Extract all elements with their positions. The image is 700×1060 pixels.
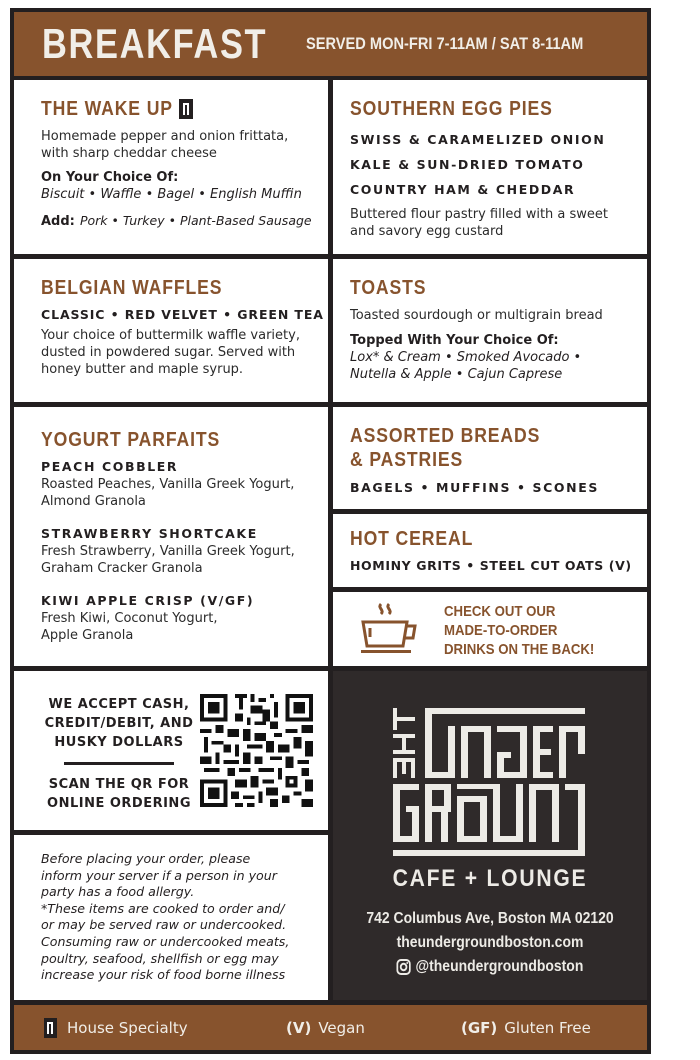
coffee-cup-icon [359,600,419,656]
scan-text: ONLINE ORDERING [47,796,191,811]
house-specialty-icon [179,99,193,119]
brand-tagline: CAFE + LOUNGE [392,865,588,892]
legend-footer [14,1005,647,1050]
item-description: Toasted sourdough or multigrain bread [350,308,603,323]
choice-options: Nutella & Apple • Cajun Caprese [350,367,563,382]
item-description: with sharp cheddar cheese [41,146,217,161]
section-hot-cereal [333,514,647,587]
allergy-line: or may be served raw or undercooked. [41,917,287,933]
item-description: Homemade pepper and onion frittata, [41,129,289,144]
allergy-line: increase your risk of food borne illness [41,967,286,983]
legend-label: Gluten Free [504,1018,591,1037]
section-title: HOT CEREAL [350,528,474,550]
brand-panel [333,671,647,1000]
page-title: BREAKFAST [42,20,268,67]
legend-key: (GF) [461,1018,498,1037]
menu-item: KALE & SUN-DRIED TOMATO [350,157,585,172]
bread-items: BAGELS • MUFFINS • SCONES [350,480,599,495]
menu-item: SWISS & CARAMELIZED ONION [350,132,606,147]
add-label: Add: [41,214,75,229]
cereal-items: HOMINY GRITS • STEEL CUT OATS (V) [350,558,632,573]
parfait-ingredients: Fresh Kiwi, Coconut Yogurt, [41,611,218,626]
legend-vegan [286,1019,365,1037]
section-title: & PASTRIES [350,449,464,471]
brand-instagram[interactable] [349,955,632,979]
section-title: YOGURT PARFAITS [41,429,221,451]
legend-gluten-free [461,1019,591,1037]
section-title: BELGIAN WAFFLES [41,277,223,299]
instagram-icon [397,959,411,975]
item-description: dusted in powdered sugar. Served with [41,345,296,360]
item-description: Buttered flour pastry filled with a sweet [350,207,609,222]
item-description: and savory egg custard [350,224,504,239]
choice-options: Biscuit • Waffle • Bagel • English Muffin [41,187,302,202]
choice-label: On Your Choice Of: [41,170,179,185]
section-title: TOASTS [350,277,427,299]
allergy-line: Before placing your order, please [41,851,251,866]
allergy-line: poultry, seafood, shellfish or egg may [41,950,279,966]
parfait-ingredients: Graham Cracker Granola [41,561,203,576]
payment-text: CREDIT/DEBIT, AND [44,716,194,731]
drinks-line: MADE-TO-ORDER [444,622,558,639]
item-description: Your choice of buttermilk waffle variety, [41,328,300,343]
allergy-line: Consuming raw or undercooked meats, [41,933,290,949]
section-wake-up [14,80,328,254]
menu-header [14,12,647,76]
parfait-ingredients: Fresh Strawberry, Vanilla Greek Yogurt, [41,544,295,559]
parfait-item [41,525,295,577]
instagram-handle: @theundergroundboston [415,958,584,975]
section-assorted-breads [333,407,647,509]
choice-options: Lox* & Cream • Smoked Avocado • [350,350,582,365]
waffle-varieties: CLASSIC • RED VELVET • GREEN TEA [41,307,324,322]
parfait-item [41,458,295,510]
payment-text: WE ACCEPT CASH, [48,697,190,712]
divider [64,762,174,765]
legend-label: Vegan [318,1018,365,1037]
choice-label: Topped With Your Choice Of: [350,333,559,348]
drinks-callout [333,592,647,666]
scan-text: SCAN THE QR FOR [48,777,190,792]
section-yogurt-parfaits [14,407,328,666]
brand-website[interactable]: theundergroundboston.com [396,934,584,951]
parfait-ingredients: Almond Granola [41,494,146,509]
add-options: Pork • Turkey • Plant-Based Sausage [79,213,312,228]
parfait-name: PEACH COBBLER [41,459,179,474]
payment-text: HUSKY DOLLARS [54,735,184,750]
allergy-notice [14,835,328,1000]
section-title: THE WAKE UP [41,98,173,120]
section-title: SOUTHERN EGG PIES [350,98,553,120]
allergy-line: inform your server if a person in your [41,867,277,883]
brand-address: 742 Columbus Ave, Boston MA 02120 [366,910,614,927]
legend-house-specialty [44,1018,188,1038]
menu-item: COUNTRY HAM & CHEDDAR [350,182,576,197]
serving-hours: SERVED MON-FRI 7-11AM / SAT 8-11AM [306,34,584,53]
parfait-ingredients: Roasted Peaches, Vanilla Greek Yogurt, [41,477,295,492]
parfait-name: STRAWBERRY SHORTCAKE [41,526,258,541]
section-southern-egg-pies [333,80,647,254]
section-toasts [333,259,647,402]
parfait-name: KIWI APPLE CRISP (V/GF) [41,593,255,608]
legend-label: House Specialty [67,1018,188,1037]
section-belgian-waffles [14,259,328,402]
parfait-ingredients: Apple Granola [41,628,134,643]
payment-section [14,671,328,830]
drinks-line: CHECK OUT OUR [444,603,556,620]
allergy-line: *These items are cooked to order and/ [41,900,285,916]
parfait-item [41,592,295,644]
legend-key: (V) [286,1018,312,1037]
section-title: ASSORTED BREADS [350,425,541,447]
house-specialty-icon [44,1018,57,1038]
item-description: honey butter and maple syrup. [41,362,244,377]
allergy-line: party has a food allergy. [41,884,195,900]
underground-logo [391,706,586,856]
drinks-line: DRINKS ON THE BACK! [444,641,595,658]
qr-code[interactable] [200,694,313,807]
